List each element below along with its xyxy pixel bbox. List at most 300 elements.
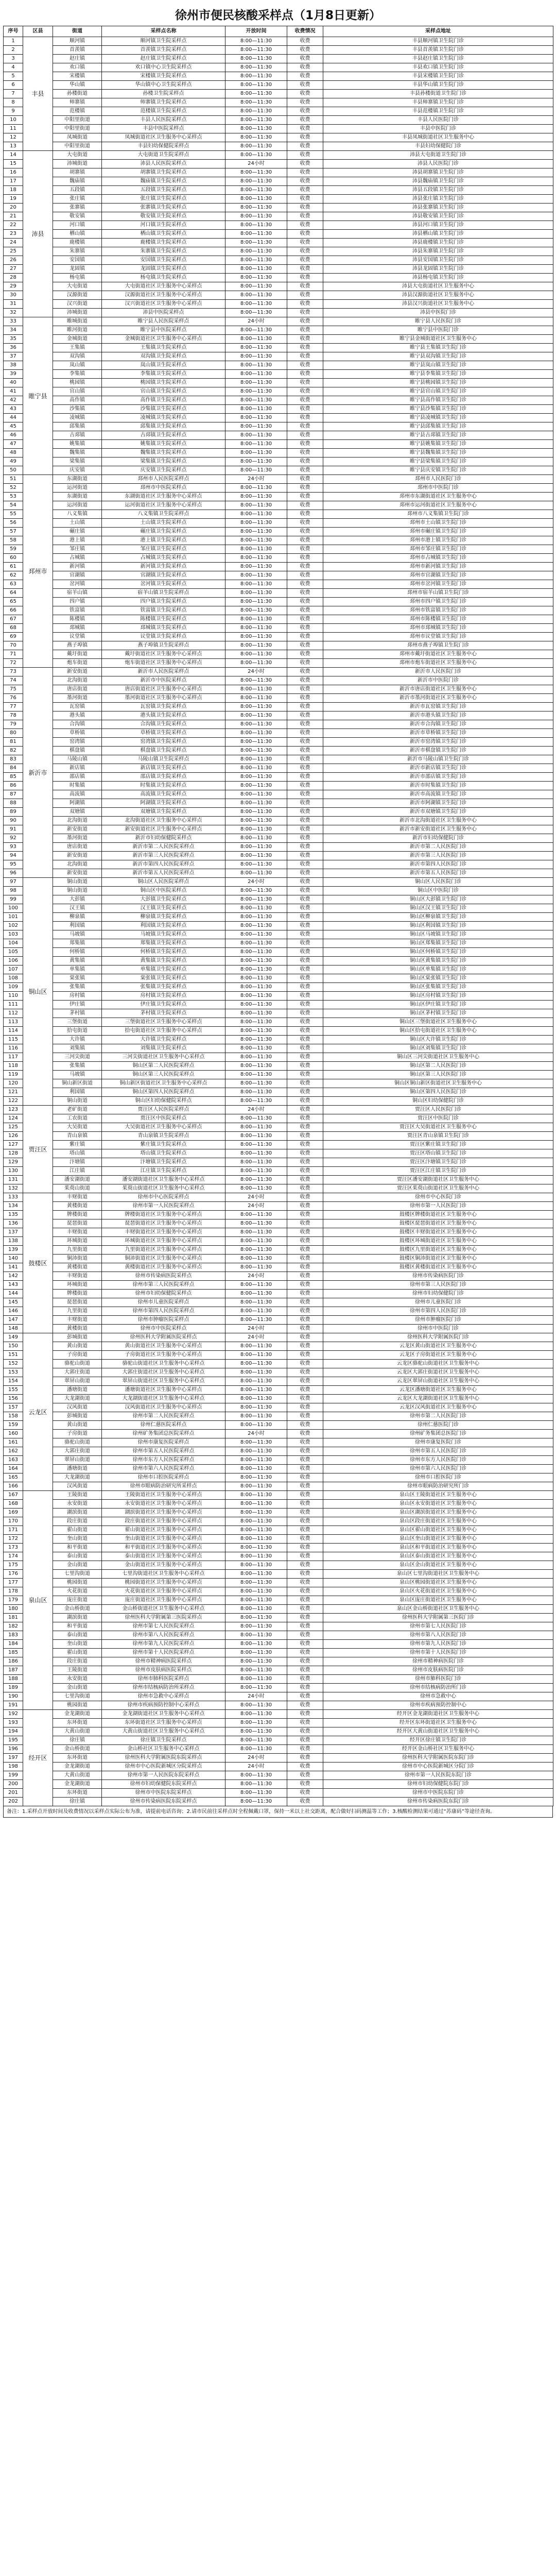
table-row xyxy=(4,1009,553,1018)
cell-hours: 8:00—11:30 xyxy=(225,1141,287,1149)
cell-hours: 8:00—11:30 xyxy=(225,895,287,904)
cell-address: 丰县师寨镇卫生院门诊 xyxy=(323,98,553,107)
cell-index: 28 xyxy=(4,274,23,282)
cell-index: 149 xyxy=(4,1333,23,1342)
cell-hours: 24小时 xyxy=(225,668,287,676)
cell-street: 新安街道 xyxy=(53,825,102,834)
cell-street: 北沟街道 xyxy=(53,860,102,869)
cell-hours: 8:00—11:30 xyxy=(225,860,287,869)
cell-site-name: 五段镇卫生院采样点 xyxy=(102,186,225,195)
cell-address: 鼓楼区九里街道社区卫生服务中心 xyxy=(323,1246,553,1255)
cell-site-name: 铁富镇卫生院采样点 xyxy=(102,606,225,615)
table-row xyxy=(4,1491,553,1500)
cell-hours: 8:00—11:30 xyxy=(225,939,287,948)
cell-address: 徐州医科大学附属医院东院门诊 xyxy=(323,1754,553,1762)
cell-address: 徐州市第五人民医院门诊 xyxy=(323,1447,553,1456)
cell-site-name: 新沂市人民医院采样点 xyxy=(102,668,225,676)
cell-fee: 收费 xyxy=(287,300,323,309)
cell-site-name: 牌楼街道社区卫生服务中心采样点 xyxy=(102,1211,225,1219)
cell-address: 睢宁县中医院门诊 xyxy=(323,326,553,335)
cell-address: 丰县华山镇卫生院门诊 xyxy=(323,81,553,90)
cell-address: 徐州市第六人民医院门诊 xyxy=(323,1465,553,1473)
cell-fee: 收费 xyxy=(287,825,323,834)
cell-index: 37 xyxy=(4,352,23,361)
cell-address: 丰县妇幼保健院门诊 xyxy=(323,142,553,151)
cell-index: 159 xyxy=(4,1421,23,1430)
cell-index: 135 xyxy=(4,1211,23,1219)
cell-hours: 8:00—11:30 xyxy=(225,1255,287,1263)
table-row xyxy=(4,361,553,370)
cell-street: 翟山街道 xyxy=(53,1649,102,1657)
table-row xyxy=(4,1684,553,1692)
cell-street: 时集镇 xyxy=(53,782,102,790)
cell-site-name: 魏庙镇卫生院采样点 xyxy=(102,177,225,186)
cell-hours: 8:00—11:30 xyxy=(225,396,287,405)
cell-street: 炮车街道 xyxy=(53,659,102,668)
table-row xyxy=(4,974,553,983)
cell-street: 黄楼街道 xyxy=(53,1263,102,1272)
cell-index: 90 xyxy=(4,817,23,825)
cell-street: 邱集镇 xyxy=(53,422,102,431)
cell-hours: 8:00—11:30 xyxy=(225,685,287,694)
table-row xyxy=(4,116,553,125)
cell-address: 铜山区铜山新区街道社区卫生服务中心 xyxy=(323,1079,553,1088)
cell-street: 茱萸山街道 xyxy=(53,1184,102,1193)
cell-fee: 收费 xyxy=(287,554,323,563)
cell-hours: 8:00—11:30 xyxy=(225,46,287,55)
cell-fee: 收费 xyxy=(287,1272,323,1281)
cell-street: 魏集镇 xyxy=(53,449,102,457)
cell-fee: 收费 xyxy=(287,922,323,930)
cell-fee: 收费 xyxy=(287,1368,323,1377)
cell-site-name: 李集镇卫生院采样点 xyxy=(102,370,225,379)
cell-address: 贾汪区青山泉镇卫生院门诊 xyxy=(323,1132,553,1141)
cell-fee: 收费 xyxy=(287,939,323,948)
cell-site-name: 徐州市肿瘤医院采样点 xyxy=(102,1316,225,1325)
cell-index: 7 xyxy=(4,90,23,98)
cell-hours: 8:00—11:30 xyxy=(225,1316,287,1325)
cell-index: 134 xyxy=(4,1202,23,1211)
cell-site-name: 徐州医科大学附属医院东院采样点 xyxy=(102,1754,225,1762)
cell-fee: 收费 xyxy=(287,484,323,493)
cell-fee: 收费 xyxy=(287,1342,323,1351)
cell-address: 沛县龙固镇卫生院门诊 xyxy=(323,265,553,274)
cell-site-name: 大屯街道社区卫生服务中心采样点 xyxy=(102,282,225,291)
table-row xyxy=(4,1622,553,1631)
cell-hours: 8:00—11:30 xyxy=(225,1036,287,1044)
cell-fee: 收费 xyxy=(287,1561,323,1570)
cell-hours: 8:00—11:30 xyxy=(225,90,287,98)
table-row xyxy=(4,817,553,825)
cell-index: 88 xyxy=(4,799,23,808)
cell-site-name: 翠屏山街道社区卫生服务中心采样点 xyxy=(102,1377,225,1386)
cell-street: 范楼镇 xyxy=(53,107,102,116)
cell-fee: 收费 xyxy=(287,256,323,265)
cell-street: 汉兴街道 xyxy=(53,300,102,309)
cell-address: 新沂市第三人民医院门诊 xyxy=(323,852,553,860)
cell-street: 庆安镇 xyxy=(53,466,102,475)
cell-address: 睢宁县岚山镇卫生院门诊 xyxy=(323,361,553,370)
cell-index: 183 xyxy=(4,1631,23,1640)
cell-fee: 收费 xyxy=(287,1325,323,1333)
cell-fee: 收费 xyxy=(287,1570,323,1579)
cell-street: 棋盘镇 xyxy=(53,747,102,755)
cell-site-name: 邵店镇卫生院采样点 xyxy=(102,773,225,782)
cell-site-name: 徐州市中医院东院采样点 xyxy=(102,1789,225,1798)
table-row xyxy=(4,265,553,274)
cell-address: 邳州市议堂镇卫生院门诊 xyxy=(323,633,553,641)
cell-fee: 收费 xyxy=(287,335,323,344)
cell-fee: 收费 xyxy=(287,510,323,519)
cell-street: 利国镇 xyxy=(53,1088,102,1097)
cell-hours: 8:00—11:30 xyxy=(225,694,287,703)
cell-address: 新沂市合沟镇卫生院门诊 xyxy=(323,720,553,729)
cell-fee: 收费 xyxy=(287,204,323,212)
cell-site-name: 徐州市第五人民医院采样点 xyxy=(102,1447,225,1456)
cell-index: 175 xyxy=(4,1561,23,1570)
cell-address: 铜山区刘集镇卫生院门诊 xyxy=(323,1044,553,1053)
cell-street: 中阳里街道 xyxy=(53,116,102,125)
cell-street: 奎山街道 xyxy=(53,1640,102,1649)
cell-index: 35 xyxy=(4,335,23,344)
cell-hours: 8:00—11:30 xyxy=(225,1027,287,1036)
cell-site-name: 张集镇卫生院采样点 xyxy=(102,983,225,992)
cell-index: 124 xyxy=(4,1114,23,1123)
cell-address: 丰县孙楼街道卫生院门诊 xyxy=(323,90,553,98)
cell-hours: 8:00—11:30 xyxy=(225,352,287,361)
cell-fee: 收费 xyxy=(287,501,323,510)
cell-address: 沛县朱寨镇卫生院门诊 xyxy=(323,247,553,256)
table-row xyxy=(4,1036,553,1044)
cell-hours: 8:00—11:30 xyxy=(225,834,287,843)
header-fee: 收费情况 xyxy=(287,26,323,37)
cell-index: 59 xyxy=(4,545,23,554)
cell-fee: 收费 xyxy=(287,598,323,606)
cell-fee: 收费 xyxy=(287,309,323,317)
cell-address: 徐州市第三人民医院门诊 xyxy=(323,1281,553,1290)
cell-district: 贾汪区 xyxy=(23,1106,53,1193)
cell-fee: 收费 xyxy=(287,1062,323,1071)
cell-fee: 收费 xyxy=(287,1036,323,1044)
cell-site-name: 徐州市中医院采样点 xyxy=(102,1325,225,1333)
cell-index: 74 xyxy=(4,676,23,685)
cell-index: 171 xyxy=(4,1526,23,1535)
cell-street: 彭城街道 xyxy=(53,1412,102,1421)
cell-fee: 收费 xyxy=(287,817,323,825)
cell-fee: 收费 xyxy=(287,633,323,641)
cell-index: 30 xyxy=(4,291,23,300)
cell-index: 182 xyxy=(4,1622,23,1631)
table-row xyxy=(4,1386,553,1395)
cell-address: 贾汪区江庄镇卫生院门诊 xyxy=(323,1167,553,1176)
cell-site-name: 议堂镇卫生院采样点 xyxy=(102,633,225,641)
cell-hours: 8:00—11:30 xyxy=(225,1211,287,1219)
cell-hours: 8:00—11:30 xyxy=(225,177,287,186)
cell-index: 85 xyxy=(4,773,23,782)
cell-site-name: 草桥镇卫生院采样点 xyxy=(102,729,225,738)
cell-address: 泉山区火花街道社区卫生服务中心 xyxy=(323,1587,553,1596)
cell-fee: 收费 xyxy=(287,168,323,177)
table-row xyxy=(4,493,553,501)
cell-index: 104 xyxy=(4,939,23,948)
cell-hours: 24小时 xyxy=(225,1692,287,1701)
cell-hours: 8:00—11:30 xyxy=(225,133,287,142)
cell-site-name: 安国镇卫生院采样点 xyxy=(102,256,225,265)
cell-fee: 收费 xyxy=(287,571,323,580)
cell-fee: 收费 xyxy=(287,90,323,98)
cell-site-name: 徐州医科大学附属医院采样点 xyxy=(102,1333,225,1342)
cell-address: 贾汪区茱萸山街道社区卫生服务中心 xyxy=(323,1184,553,1193)
cell-hours: 8:00—11:30 xyxy=(225,615,287,624)
cell-street: 汴塘镇 xyxy=(53,1158,102,1167)
cell-street: 岚山镇 xyxy=(53,361,102,370)
cell-hours: 8:00—11:30 xyxy=(225,1789,287,1798)
cell-fee: 收费 xyxy=(287,1622,323,1631)
cell-street: 黄山街道 xyxy=(53,1342,102,1351)
cell-fee: 收费 xyxy=(287,1176,323,1184)
cell-site-name: 徐州市第六人民医院采样点 xyxy=(102,1465,225,1473)
cell-site-name: 阿湖镇卫生院采样点 xyxy=(102,799,225,808)
cell-address: 铜山区大彭镇卫生院门诊 xyxy=(323,895,553,904)
cell-address: 泉山区王陵街道社区卫生服务中心 xyxy=(323,1491,553,1500)
cell-street: 八义集镇 xyxy=(53,510,102,519)
cell-index: 166 xyxy=(4,1482,23,1491)
cell-site-name: 青山泉镇卫生院采样点 xyxy=(102,1132,225,1141)
cell-hours: 8:00—11:30 xyxy=(225,1509,287,1517)
cell-fee: 收费 xyxy=(287,519,323,528)
cell-site-name: 凌城镇卫生院采样点 xyxy=(102,414,225,422)
cell-street: 翠屏山街道 xyxy=(53,1377,102,1386)
cell-fee: 收费 xyxy=(287,659,323,668)
cell-address: 云龙区黄山街道社区卫生服务中心 xyxy=(323,1342,553,1351)
cell-site-name: 梁集镇卫生院采样点 xyxy=(102,457,225,466)
cell-site-name: 王陵街道社区卫生服务中心采样点 xyxy=(102,1491,225,1500)
cell-site-name: 马坡镇卫生院采样点 xyxy=(102,930,225,939)
cell-address: 铜山区第二人民医院门诊 xyxy=(323,1062,553,1071)
table-row xyxy=(4,352,553,361)
cell-index: 178 xyxy=(4,1587,23,1596)
table-row xyxy=(4,992,553,1001)
cell-fee: 收费 xyxy=(287,1456,323,1465)
table-row xyxy=(4,598,553,606)
cell-address: 睢宁县姚集镇卫生院门诊 xyxy=(323,440,553,449)
table-row xyxy=(4,1368,553,1377)
cell-index: 193 xyxy=(4,1719,23,1727)
cell-fee: 收费 xyxy=(287,1298,323,1307)
table-row xyxy=(4,755,553,764)
cell-address: 睢宁县王集镇卫生院门诊 xyxy=(323,344,553,352)
cell-address: 沛县人民医院门诊 xyxy=(323,160,553,168)
cell-address: 云龙区翠屏山街道社区卫生服务中心 xyxy=(323,1377,553,1386)
cell-hours: 8:00—11:30 xyxy=(225,1079,287,1088)
cell-site-name: 龙固镇卫生院采样点 xyxy=(102,265,225,274)
cell-site-name: 利国镇卫生院采样点 xyxy=(102,922,225,930)
table-row xyxy=(4,1526,553,1535)
cell-site-name: 官湖镇卫生院采样点 xyxy=(102,571,225,580)
cell-site-name: 新沂市第四人民医院采样点 xyxy=(102,860,225,869)
cell-street: 金山街道 xyxy=(53,1684,102,1692)
cell-site-name: 新河镇卫生院采样点 xyxy=(102,563,225,571)
cell-hours: 8:00—11:30 xyxy=(225,405,287,414)
table-row xyxy=(4,484,553,493)
cell-index: 125 xyxy=(4,1123,23,1132)
table-row xyxy=(4,344,553,352)
cell-fee: 收费 xyxy=(287,1701,323,1710)
cell-fee: 收费 xyxy=(287,930,323,939)
cell-hours: 8:00—11:30 xyxy=(225,922,287,930)
cell-site-name: 潘安湖街道社区卫生服务中心采样点 xyxy=(102,1176,225,1184)
cell-address: 睢宁县官山镇卫生院门诊 xyxy=(323,387,553,396)
cell-street: 丰财街道 xyxy=(53,1316,102,1325)
table-row xyxy=(4,606,553,615)
cell-hours: 8:00—11:30 xyxy=(225,125,287,133)
cell-street: 双塘镇 xyxy=(53,808,102,817)
cell-site-name: 徐州市传染病医院东院采样点 xyxy=(102,1798,225,1806)
cell-hours: 8:00—11:30 xyxy=(225,1605,287,1614)
cell-fee: 收费 xyxy=(287,160,323,168)
cell-hours: 24小时 xyxy=(225,1272,287,1281)
cell-street: 青山泉镇 xyxy=(53,1132,102,1141)
cell-index: 45 xyxy=(4,422,23,431)
table-row xyxy=(4,1631,553,1640)
cell-address: 经开区大黄山街道社区卫生服务中心 xyxy=(323,1727,553,1736)
cell-site-name: 丰县妇幼保健院采样点 xyxy=(102,142,225,151)
cell-address: 徐州市中医院东院门诊 xyxy=(323,1789,553,1798)
cell-address: 新沂市马陵山镇卫生院门诊 xyxy=(323,755,553,764)
cell-address: 邳州市新河镇卫生院门诊 xyxy=(323,563,553,571)
cell-fee: 收费 xyxy=(287,1465,323,1473)
cell-street: 师寨镇 xyxy=(53,98,102,107)
cell-hours: 24小时 xyxy=(225,1430,287,1438)
cell-site-name: 河口镇卫生院采样点 xyxy=(102,221,225,230)
table-row xyxy=(4,142,553,151)
cell-street: 和平街道 xyxy=(53,1622,102,1631)
table-row xyxy=(4,685,553,694)
cell-address: 沛县河口镇卫生院门诊 xyxy=(323,221,553,230)
cell-street: 刘集镇 xyxy=(53,1044,102,1053)
cell-street: 碾庄镇 xyxy=(53,528,102,536)
cell-fee: 收费 xyxy=(287,195,323,204)
cell-fee: 收费 xyxy=(287,668,323,676)
cell-site-name: 丰县人民医院采样点 xyxy=(102,116,225,125)
table-row xyxy=(4,55,553,63)
cell-address: 睢宁县庆安镇卫生院门诊 xyxy=(323,466,553,475)
table-row xyxy=(4,624,553,633)
cell-address: 徐州矿务集团总医院门诊 xyxy=(323,1430,553,1438)
cell-site-name: 丰县中医院采样点 xyxy=(102,125,225,133)
cell-fee: 收费 xyxy=(287,755,323,764)
cell-fee: 收费 xyxy=(287,685,323,694)
table-row xyxy=(4,1325,553,1333)
cell-index: 157 xyxy=(4,1403,23,1412)
cell-hours: 8:00—11:30 xyxy=(225,563,287,571)
table-row xyxy=(4,1438,553,1447)
cell-address: 新沂市唐店街道社区卫生服务中心 xyxy=(323,685,553,694)
cell-index: 173 xyxy=(4,1544,23,1552)
table-row xyxy=(4,1605,553,1614)
cell-site-name: 汉王镇卫生院采样点 xyxy=(102,904,225,913)
table-row xyxy=(4,983,553,992)
cell-fee: 收费 xyxy=(287,1640,323,1649)
table-row xyxy=(4,1246,553,1255)
cell-site-name: 汉源街道社区卫生服务中心采样点 xyxy=(102,291,225,300)
cell-site-name: 徐州市第二人民医院采样点 xyxy=(102,1412,225,1421)
cell-site-name: 魏集镇卫生院采样点 xyxy=(102,449,225,457)
cell-address: 徐州市精神病医院门诊 xyxy=(323,1657,553,1666)
cell-site-name: 刘集镇卫生院采样点 xyxy=(102,1044,225,1053)
cell-fee: 收费 xyxy=(287,1754,323,1762)
table-row xyxy=(4,1167,553,1176)
table-row xyxy=(4,501,553,510)
cell-address: 铜山区房村镇卫生院门诊 xyxy=(323,992,553,1001)
cell-address: 经开区金山桥社区卫生服务中心 xyxy=(323,1745,553,1754)
sampling-points-table xyxy=(3,26,553,1806)
cell-street: 火花街道 xyxy=(53,1587,102,1596)
cell-hours: 8:00—11:30 xyxy=(225,1491,287,1500)
table-row xyxy=(4,764,553,773)
cell-hours: 8:00—11:30 xyxy=(225,641,287,650)
table-row xyxy=(4,230,553,239)
cell-hours: 8:00—11:30 xyxy=(225,457,287,466)
cell-index: 33 xyxy=(4,317,23,326)
cell-site-name: 三堡街道社区卫生服务中心采样点 xyxy=(102,1018,225,1027)
header-address: 采样点地址 xyxy=(323,26,553,37)
cell-site-name: 潘塘街道社区卫生服务中心采样点 xyxy=(102,1386,225,1395)
table-row xyxy=(4,72,553,81)
cell-street: 桃园街道 xyxy=(53,1579,102,1587)
cell-fee: 收费 xyxy=(287,878,323,887)
cell-address: 鼓楼区丰财街道社区卫生服务中心 xyxy=(323,1228,553,1237)
cell-site-name: 金山街道社区卫生服务中心采样点 xyxy=(102,1561,225,1570)
cell-hours: 8:00—11:30 xyxy=(225,782,287,790)
cell-index: 27 xyxy=(4,265,23,274)
cell-street: 首羡镇 xyxy=(53,46,102,55)
cell-fee: 收费 xyxy=(287,589,323,598)
table-row xyxy=(4,475,553,484)
cell-address: 泉山区桃园街道社区卫生服务中心 xyxy=(323,1579,553,1587)
table-row xyxy=(4,1027,553,1036)
cell-index: 105 xyxy=(4,948,23,957)
cell-address: 睢宁县古邳镇卫生院门诊 xyxy=(323,431,553,440)
cell-fee: 收费 xyxy=(287,1097,323,1106)
cell-index: 118 xyxy=(4,1062,23,1071)
cell-site-name: 泰山街道社区卫生服务中心采样点 xyxy=(102,1552,225,1561)
cell-address: 铜山区伊庄镇卫生院门诊 xyxy=(323,1001,553,1009)
cell-street: 河口镇 xyxy=(53,221,102,230)
cell-index: 2 xyxy=(4,46,23,55)
cell-fee: 收费 xyxy=(287,1605,323,1614)
cell-address: 徐州市第八人民医院门诊 xyxy=(323,1631,553,1640)
cell-fee: 收费 xyxy=(287,1395,323,1403)
cell-site-name: 三河尖街道社区卫生服务中心采样点 xyxy=(102,1053,225,1062)
cell-street: 顺河镇 xyxy=(53,37,102,46)
cell-index: 39 xyxy=(4,370,23,379)
cell-site-name: 徐州医科大学附属第三医院采样点 xyxy=(102,1614,225,1622)
cell-fee: 收费 xyxy=(287,431,323,440)
cell-street: 黄楼街道 xyxy=(53,1202,102,1211)
cell-street: 大屯街道 xyxy=(53,151,102,160)
cell-street: 占城镇 xyxy=(53,554,102,563)
cell-street: 金城街道 xyxy=(53,335,102,344)
cell-street: 和平街道 xyxy=(53,1544,102,1552)
cell-street: 利国镇 xyxy=(53,922,102,930)
cell-fee: 收费 xyxy=(287,1246,323,1255)
cell-street: 沙集镇 xyxy=(53,405,102,414)
cell-address: 云龙区子房街道社区卫生服务中心 xyxy=(323,1351,553,1360)
cell-site-name: 燕子埠镇卫生院采样点 xyxy=(102,641,225,650)
cell-address: 沛县大屯街道社区卫生服务中心 xyxy=(323,282,553,291)
cell-index: 82 xyxy=(4,747,23,755)
